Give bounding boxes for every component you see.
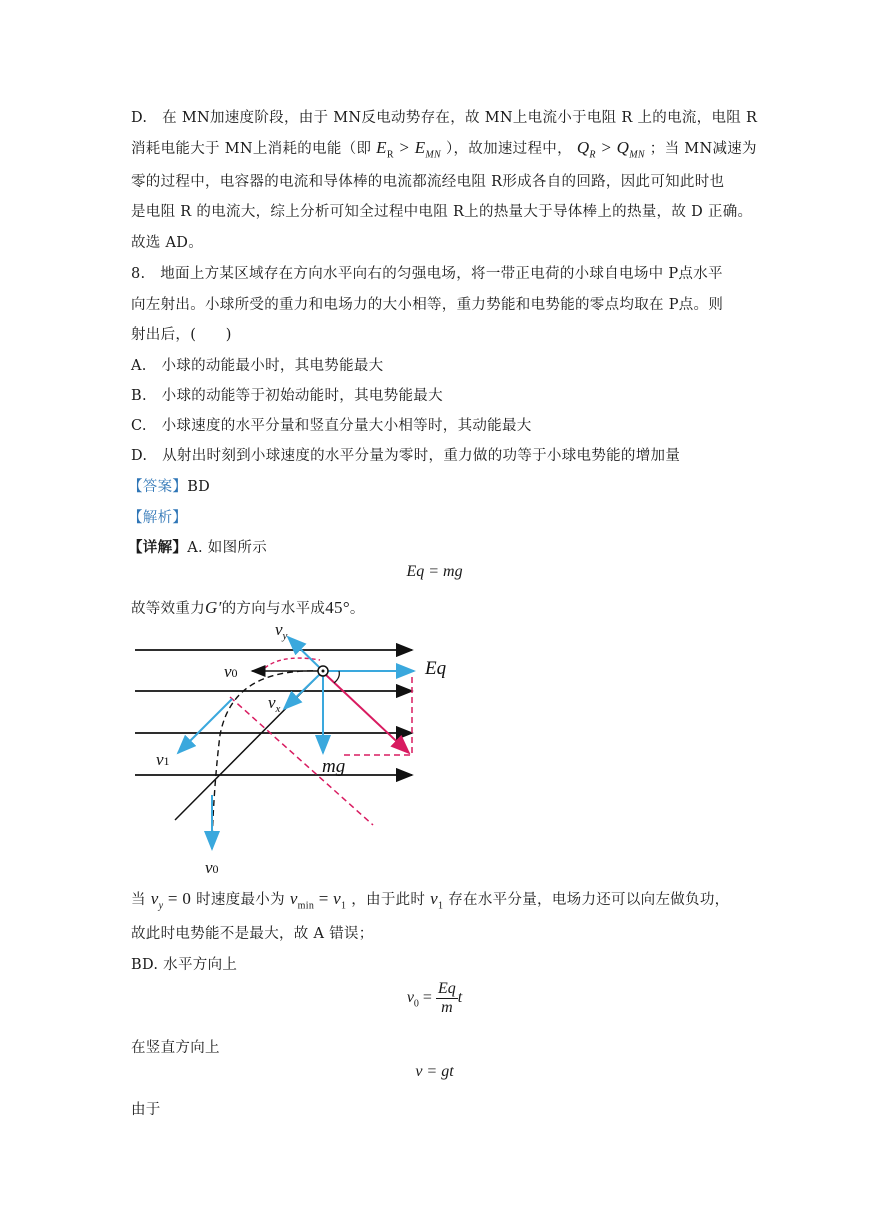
question-stem-line3: 射出后，( ) [131, 327, 232, 343]
prev-d-line5: 故选 AD。 [131, 235, 204, 251]
answer-value: BD [187, 479, 211, 495]
prev-d-line2: 消耗电能大于 MN上消耗的电能（即 $E_R > E_{MN}$ ），故加速过程中， $Q_R > Q_{MN}$ ；当 MN减速为 [131, 138, 757, 161]
equation-eq-mg: Eq = mg [406, 563, 463, 580]
min-speed-line: 当 $v_y = 0$ 时速度最小为 $v_{min} = v_1$ ，由于此时 $v_1$ 存在水平分量，电场力还可以向左做负功， [131, 889, 730, 912]
vertical-intro: 在竖直方向上 [131, 1040, 220, 1056]
prev-d-line1: D. 在 MN加速度阶段，由于 MN反电动势存在，故 MN上电流小于电阻 R 上的电流，电阻 R [131, 110, 758, 126]
resultant-arrow [326, 675, 409, 753]
equation-v-gt: v = gt [415, 1063, 454, 1080]
equation-v0: $v_0$ = $\frac{Eq}{m}$ t [406, 980, 463, 1016]
label-vy: $v_y$ [275, 620, 288, 642]
label-v0-bottom: v0 [205, 858, 219, 877]
vx-arrow [284, 675, 319, 709]
vy-arrow [288, 637, 320, 668]
label-eq: Eq [425, 658, 447, 679]
label-v1: v1 [156, 750, 170, 769]
since-line: 由于 [131, 1102, 161, 1118]
answer-line [128, 475, 210, 496]
perpendicular-dashed [230, 697, 373, 825]
option-a: A. 小球的动能最小时，其电势能最大 [131, 358, 384, 374]
min-speed-line2: 故此时电势能不是最大，故 A 错误； [131, 926, 374, 942]
prev-d-line3: 零的过程中，电容器的电流和导体棒的电流都流经电阻 R形成各自的回路，因此可知此时也 [131, 174, 725, 190]
detail-label: 【详解】 [128, 539, 188, 556]
label-vx: $v_x$ [268, 693, 281, 715]
question-stem-line2: 向左射出。小球所受的重力和电场力的大小相等，重力势能和电势能的零点均取在 P点。则 [131, 297, 724, 313]
force-velocity-diagram [120, 615, 450, 880]
analysis-label: 【解析】 [128, 510, 188, 526]
bd-intro: BD. 水平方向上 [131, 957, 238, 973]
prev-d-line4: 是电阻 R 的电流大，综上分析可知全过程中电阻 R上的热量大于导体棒上的热量，故 D 正确。 [131, 204, 753, 220]
v1-arrow [178, 699, 232, 753]
label-v0-top: v0 [224, 662, 238, 681]
option-b: B. 小球的动能等于初始动能时，其电势能最大 [131, 388, 443, 404]
detail-intro-line: 【详解】A. 如图所示 [128, 539, 267, 556]
question-stem-line1: 8. 地面上方某区域存在方向水平向右的匀强电场，将一带正电荷的小球自电场中 P点水平 [131, 266, 723, 282]
answer-label: 【答案】 [128, 479, 188, 495]
resultant-rect [340, 677, 412, 755]
equivalent-gravity-line: 故等效重力G′的方向与水平成45°。 [131, 598, 365, 617]
option-d: D. 从射出时刻到小球速度的水平分量为零时，重力做的功等于小球电势能的增加量 [131, 448, 681, 464]
option-c: C. 小球速度的水平分量和竖直分量大小相等时，其动能最大 [131, 418, 532, 434]
label-mg: mg [322, 756, 346, 777]
